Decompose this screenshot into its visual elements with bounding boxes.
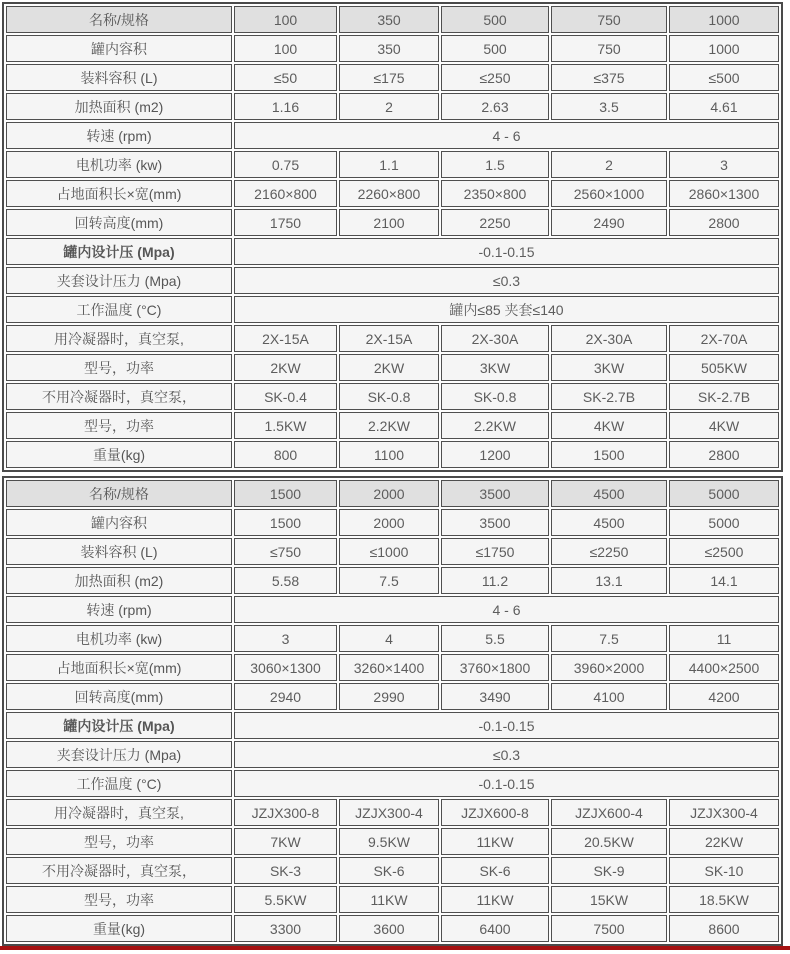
merged-value-cell: ≤0.3 bbox=[234, 741, 779, 768]
value-cell: 350 bbox=[339, 35, 439, 62]
value-cell: 5.5KW bbox=[234, 886, 337, 913]
value-cell: 1100 bbox=[339, 441, 439, 468]
table-row bbox=[6, 325, 779, 352]
value-cell: SK-0.8 bbox=[339, 383, 439, 410]
value-cell: 1500 bbox=[234, 509, 337, 536]
value-cell: 3 bbox=[234, 625, 337, 652]
table-row bbox=[6, 93, 779, 120]
spec-table-body bbox=[6, 6, 779, 468]
value-cell: 2 bbox=[339, 93, 439, 120]
value-cell: 8600 bbox=[669, 915, 779, 942]
value-cell: 2000 bbox=[339, 480, 439, 507]
value-cell: 2KW bbox=[339, 354, 439, 381]
value-cell: 3.5 bbox=[551, 93, 667, 120]
value-cell: SK-2.7B bbox=[669, 383, 779, 410]
value-cell: 4400×2500 bbox=[669, 654, 779, 681]
row-label-cell: 加热面积 (m2) bbox=[6, 567, 232, 594]
table-row bbox=[6, 122, 779, 149]
value-cell: SK-3 bbox=[234, 857, 337, 884]
row-label-cell: 工作温度 (°C) bbox=[6, 770, 232, 797]
value-cell: 350 bbox=[339, 6, 439, 33]
value-cell: 6400 bbox=[441, 915, 549, 942]
value-cell: 18.5KW bbox=[669, 886, 779, 913]
table-row bbox=[6, 209, 779, 236]
value-cell: 2X-15A bbox=[234, 325, 337, 352]
value-cell: 1200 bbox=[441, 441, 549, 468]
merged-value-cell: -0.1-0.15 bbox=[234, 770, 779, 797]
table-row bbox=[6, 35, 779, 62]
table-row bbox=[6, 683, 779, 710]
table-row bbox=[6, 64, 779, 91]
row-label-cell: 名称/规格 bbox=[6, 6, 232, 33]
value-cell: JZJX600-8 bbox=[441, 799, 549, 826]
row-label-cell: 型号，功率 bbox=[6, 412, 232, 439]
value-cell: 5.5 bbox=[441, 625, 549, 652]
merged-value-cell: -0.1-0.15 bbox=[234, 712, 779, 739]
value-cell: 7500 bbox=[551, 915, 667, 942]
row-label-cell: 名称/规格 bbox=[6, 480, 232, 507]
value-cell: 1.5KW bbox=[234, 412, 337, 439]
value-cell: 1.5 bbox=[441, 151, 549, 178]
value-cell: 1500 bbox=[234, 480, 337, 507]
row-label-cell: 夹套设计压力 (Mpa) bbox=[6, 267, 232, 294]
value-cell: 3600 bbox=[339, 915, 439, 942]
row-label-cell: 转速 (rpm) bbox=[6, 596, 232, 623]
value-cell: 2X-30A bbox=[441, 325, 549, 352]
spec-table-models-100-1000 bbox=[2, 2, 783, 472]
row-label-cell: 回转高度(mm) bbox=[6, 683, 232, 710]
table-row bbox=[6, 567, 779, 594]
value-cell: SK-9 bbox=[551, 857, 667, 884]
row-label-cell: 重量(kg) bbox=[6, 915, 232, 942]
value-cell: ≤2500 bbox=[669, 538, 779, 565]
value-cell: 5.58 bbox=[234, 567, 337, 594]
value-cell: 2000 bbox=[339, 509, 439, 536]
value-cell: JZJX300-4 bbox=[669, 799, 779, 826]
value-cell: ≤750 bbox=[234, 538, 337, 565]
table-row bbox=[6, 238, 779, 265]
value-cell: 3760×1800 bbox=[441, 654, 549, 681]
value-cell: 800 bbox=[234, 441, 337, 468]
value-cell: JZJX300-8 bbox=[234, 799, 337, 826]
value-cell: 11 bbox=[669, 625, 779, 652]
table-row bbox=[6, 886, 779, 913]
table-row bbox=[6, 383, 779, 410]
row-label-cell: 不用冷凝器时，真空泵， bbox=[6, 857, 232, 884]
row-label-cell: 转速 (rpm) bbox=[6, 122, 232, 149]
value-cell: 2990 bbox=[339, 683, 439, 710]
value-cell: 4100 bbox=[551, 683, 667, 710]
value-cell: 3KW bbox=[441, 354, 549, 381]
value-cell: SK-0.4 bbox=[234, 383, 337, 410]
value-cell: 2800 bbox=[669, 209, 779, 236]
table-row bbox=[6, 354, 779, 381]
value-cell: 100 bbox=[234, 35, 337, 62]
value-cell: 2100 bbox=[339, 209, 439, 236]
merged-value-cell: 4 - 6 bbox=[234, 596, 779, 623]
table-row bbox=[6, 799, 779, 826]
row-label-cell: 不用冷凝器时，真空泵， bbox=[6, 383, 232, 410]
table-row bbox=[6, 267, 779, 294]
spec-table-body bbox=[6, 480, 779, 942]
spec-table-models-1500-5000 bbox=[2, 476, 783, 946]
value-cell: 3490 bbox=[441, 683, 549, 710]
merged-value-cell: 4 - 6 bbox=[234, 122, 779, 149]
row-label-cell: 加热面积 (m2) bbox=[6, 93, 232, 120]
table-header-row bbox=[6, 480, 779, 507]
table-row bbox=[6, 596, 779, 623]
table-row bbox=[6, 538, 779, 565]
value-cell: 4500 bbox=[551, 509, 667, 536]
value-cell: 3960×2000 bbox=[551, 654, 667, 681]
value-cell: 4KW bbox=[669, 412, 779, 439]
row-label-cell: 罐内容积 bbox=[6, 35, 232, 62]
value-cell: ≤375 bbox=[551, 64, 667, 91]
value-cell: 2800 bbox=[669, 441, 779, 468]
table-row bbox=[6, 712, 779, 739]
row-label-cell: 用冷凝器时，真空泵, bbox=[6, 799, 232, 826]
value-cell: 9.5KW bbox=[339, 828, 439, 855]
value-cell: 2250 bbox=[441, 209, 549, 236]
table-row bbox=[6, 151, 779, 178]
row-label-cell: 型号，功率 bbox=[6, 828, 232, 855]
table-row bbox=[6, 509, 779, 536]
value-cell: 3260×1400 bbox=[339, 654, 439, 681]
value-cell: 3060×1300 bbox=[234, 654, 337, 681]
row-label-cell: 型号，功率 bbox=[6, 886, 232, 913]
row-label-cell: 型号，功率 bbox=[6, 354, 232, 381]
value-cell: SK-0.8 bbox=[441, 383, 549, 410]
table-row bbox=[6, 828, 779, 855]
value-cell: 1000 bbox=[669, 35, 779, 62]
value-cell: ≤50 bbox=[234, 64, 337, 91]
value-cell: 2.2KW bbox=[441, 412, 549, 439]
value-cell: SK-2.7B bbox=[551, 383, 667, 410]
value-cell: 20.5KW bbox=[551, 828, 667, 855]
value-cell: 15KW bbox=[551, 886, 667, 913]
value-cell: 11.2 bbox=[441, 567, 549, 594]
value-cell: 1000 bbox=[669, 6, 779, 33]
value-cell: 2860×1300 bbox=[669, 180, 779, 207]
merged-value-cell: 罐内≤85 夹套≤140 bbox=[234, 296, 779, 323]
value-cell: ≤2250 bbox=[551, 538, 667, 565]
value-cell: 11KW bbox=[441, 828, 549, 855]
row-label-cell: 罐内设计压 (Mpa) bbox=[6, 712, 232, 739]
table-row bbox=[6, 857, 779, 884]
value-cell: 2560×1000 bbox=[551, 180, 667, 207]
value-cell: SK-6 bbox=[441, 857, 549, 884]
value-cell: SK-10 bbox=[669, 857, 779, 884]
value-cell: 500 bbox=[441, 35, 549, 62]
value-cell: 2X-15A bbox=[339, 325, 439, 352]
value-cell: 100 bbox=[234, 6, 337, 33]
value-cell: 3300 bbox=[234, 915, 337, 942]
value-cell: 1500 bbox=[551, 441, 667, 468]
value-cell: 2KW bbox=[234, 354, 337, 381]
value-cell: 3KW bbox=[551, 354, 667, 381]
merged-value-cell: ≤0.3 bbox=[234, 267, 779, 294]
row-label-cell: 占地面积长×宽(mm) bbox=[6, 180, 232, 207]
table-row bbox=[6, 180, 779, 207]
table-row bbox=[6, 296, 779, 323]
value-cell: 3 bbox=[669, 151, 779, 178]
value-cell: 2 bbox=[551, 151, 667, 178]
value-cell: 5000 bbox=[669, 480, 779, 507]
value-cell: ≤250 bbox=[441, 64, 549, 91]
value-cell: 2X-30A bbox=[551, 325, 667, 352]
row-label-cell: 装料容积 (L) bbox=[6, 64, 232, 91]
row-label-cell: 电机功率 (kw) bbox=[6, 151, 232, 178]
row-label-cell: 回转高度(mm) bbox=[6, 209, 232, 236]
table-header-row bbox=[6, 6, 779, 33]
value-cell: 750 bbox=[551, 35, 667, 62]
value-cell: 7.5 bbox=[339, 567, 439, 594]
value-cell: 4 bbox=[339, 625, 439, 652]
value-cell: 14.1 bbox=[669, 567, 779, 594]
row-label-cell: 夹套设计压力 (Mpa) bbox=[6, 741, 232, 768]
value-cell: 5000 bbox=[669, 509, 779, 536]
value-cell: 11KW bbox=[441, 886, 549, 913]
table-row bbox=[6, 654, 779, 681]
table-row bbox=[6, 412, 779, 439]
value-cell: JZJX600-4 bbox=[551, 799, 667, 826]
value-cell: 1750 bbox=[234, 209, 337, 236]
table-row bbox=[6, 741, 779, 768]
row-label-cell: 罐内容积 bbox=[6, 509, 232, 536]
value-cell: 4200 bbox=[669, 683, 779, 710]
row-label-cell: 工作温度 (°C) bbox=[6, 296, 232, 323]
value-cell: 0.75 bbox=[234, 151, 337, 178]
value-cell: 1.16 bbox=[234, 93, 337, 120]
value-cell: JZJX300-4 bbox=[339, 799, 439, 826]
row-label-cell: 装料容积 (L) bbox=[6, 538, 232, 565]
value-cell: 2.63 bbox=[441, 93, 549, 120]
row-label-cell: 重量(kg) bbox=[6, 441, 232, 468]
value-cell: 3500 bbox=[441, 480, 549, 507]
value-cell: ≤500 bbox=[669, 64, 779, 91]
table-row bbox=[6, 625, 779, 652]
value-cell: 505KW bbox=[669, 354, 779, 381]
value-cell: 2160×800 bbox=[234, 180, 337, 207]
value-cell: 2940 bbox=[234, 683, 337, 710]
bottom-red-divider bbox=[0, 946, 790, 950]
value-cell: 2260×800 bbox=[339, 180, 439, 207]
value-cell: 22KW bbox=[669, 828, 779, 855]
row-label-cell: 电机功率 (kw) bbox=[6, 625, 232, 652]
row-label-cell: 罐内设计压 (Mpa) bbox=[6, 238, 232, 265]
value-cell: 2350×800 bbox=[441, 180, 549, 207]
row-label-cell: 占地面积长×宽(mm) bbox=[6, 654, 232, 681]
row-label-cell: 用冷凝器时，真空泵, bbox=[6, 325, 232, 352]
value-cell: 7KW bbox=[234, 828, 337, 855]
value-cell: 4.61 bbox=[669, 93, 779, 120]
value-cell: 7.5 bbox=[551, 625, 667, 652]
value-cell: 3500 bbox=[441, 509, 549, 536]
value-cell: ≤1750 bbox=[441, 538, 549, 565]
value-cell: SK-6 bbox=[339, 857, 439, 884]
value-cell: 1.1 bbox=[339, 151, 439, 178]
value-cell: 4500 bbox=[551, 480, 667, 507]
table-row bbox=[6, 441, 779, 468]
merged-value-cell: -0.1-0.15 bbox=[234, 238, 779, 265]
value-cell: 750 bbox=[551, 6, 667, 33]
value-cell: 2.2KW bbox=[339, 412, 439, 439]
value-cell: 11KW bbox=[339, 886, 439, 913]
table-row bbox=[6, 915, 779, 942]
value-cell: 500 bbox=[441, 6, 549, 33]
table-row bbox=[6, 770, 779, 797]
value-cell: 2X-70A bbox=[669, 325, 779, 352]
value-cell: 13.1 bbox=[551, 567, 667, 594]
value-cell: ≤1000 bbox=[339, 538, 439, 565]
value-cell: 4KW bbox=[551, 412, 667, 439]
value-cell: 2490 bbox=[551, 209, 667, 236]
value-cell: ≤175 bbox=[339, 64, 439, 91]
